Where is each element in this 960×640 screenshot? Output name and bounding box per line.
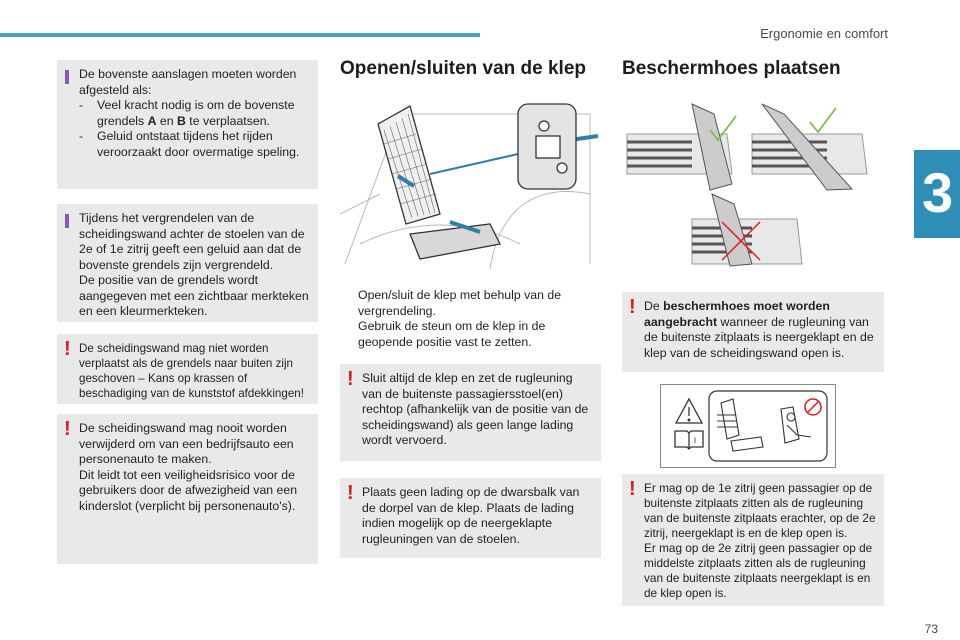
callout-line (430, 154, 518, 174)
info-box-stop-adjust (57, 60, 318, 189)
box-text: Sluit altijd de klep en zet de rugleuning van de buitenste passagiersstoel(en) rechtop (afhankelijk van de positie van de scheidingswand) als geen lange lading wordt vervoerd. (362, 371, 589, 447)
latch-a-label: A (147, 113, 157, 128)
instruction-list (340, 288, 602, 350)
chapter-number: 3 (922, 161, 954, 224)
box-text-rest: wanneer de rugleuning van de buitenste zitplaats is neergeklapt en de klep van de scheidingswand open is. (644, 314, 874, 360)
box-intro: De bovenste aanslagen moeten worden afgesteld als: (79, 67, 297, 97)
list-text: Veel kracht nodig is om de bovenste grendels (97, 98, 295, 128)
list-item (340, 288, 602, 319)
info-box-locking-sound (57, 204, 318, 322)
box-text: Dit leidt tot een veiligheidsrisico voor de gebruikers door de afwezigheid van een kinderslot (verplicht bij personenauto's). (79, 467, 298, 513)
chapter-tab (914, 150, 960, 238)
warning-icon: ! (347, 368, 354, 390)
warning-box-scratches (57, 334, 318, 404)
box-text: De scheidingswand mag niet worden verplaatst als de grendels naar buiten zijn geschoven – Kans op krassen of beschadiging van de kunststof afdekkingen! (79, 342, 304, 400)
warning-icon: ! (629, 478, 636, 500)
list-item (340, 319, 602, 350)
incorrect-cover-example (692, 194, 802, 266)
list-item (79, 98, 310, 129)
list-dash: - (79, 98, 84, 112)
heading-open-close-flap: Openen/sluiten van de klep (340, 58, 587, 79)
list-item (79, 129, 310, 160)
heading-protective-cover: Beschermhoes plaatsen (622, 58, 841, 79)
correct-cover-example-2 (752, 104, 867, 190)
pictogram-label (660, 384, 836, 468)
header-accent-bar (0, 33, 480, 37)
box-text: Er mag op de 2e zitrij geen passagier op de middelste zitplaats zitten als de rugleuning van de buitenste zitplaats neergeklapt is en de klep open is. (644, 541, 873, 600)
list-text-connector: en (156, 113, 177, 128)
latch-detail (518, 104, 576, 189)
info-marker-icon (65, 214, 69, 228)
box-text: De positie van de grendels wordt aangegeven met een zichtbaar merkteken en een kleurmerkteken. (79, 273, 309, 318)
box-text: Tijdens het vergrendelen van de scheidingswand achter de stoelen van de 2e of 1e zitrij geeft een geluid aan dat de bovenste grendels zijn vergrendeld. (79, 211, 305, 272)
box-text-prefix: De (644, 299, 664, 313)
list-dash: - (79, 129, 84, 143)
cover-illustration (622, 94, 884, 276)
warning-icon: ! (629, 296, 636, 318)
seat-cushion (410, 224, 500, 259)
warning-box-cover-required (622, 292, 884, 372)
section-title: Ergonomie en comfort (760, 26, 888, 41)
correct-cover-example-1 (627, 104, 736, 190)
check-mark-icon (810, 108, 836, 132)
svg-text:i: i (694, 435, 696, 445)
warning-icon: ! (347, 482, 354, 504)
box-text: Plaats geen lading op de dwarsbalk van de dorpel van de klep. Plaats de lading indien mogelijk op de neergeklapte rugleuningen van de stoelen. (362, 485, 580, 546)
box-text (644, 299, 876, 361)
list-text: Geluid ontstaat tijdens het rijden veroorzaakt door overmatige speling. (97, 129, 300, 159)
info-marker-icon (65, 70, 69, 84)
bullet-icon (340, 319, 358, 350)
box-text: De scheidingswand mag nooit worden verwijderd om van een bedrijfsauto een personenauto te maken. (79, 421, 294, 466)
manual-book-icon (675, 431, 703, 449)
list-text: Gebruik de steun om de klep in de geopende positie vast te zetten. (358, 319, 546, 349)
flap-illustration (340, 94, 602, 272)
warning-box-removal (57, 414, 318, 564)
box-text-bold: beschermhoes moet worden aangebracht (644, 299, 830, 329)
list-text: Open/sluit de klep met behulp van de vergrendeling. (358, 288, 562, 318)
list-text-tail: te verplaatsen. (185, 113, 270, 128)
warning-box-no-load (340, 478, 601, 558)
warning-icon: ! (64, 418, 71, 440)
warning-triangle-icon (676, 399, 702, 423)
latch-b-label: B (177, 113, 186, 128)
warning-icon: ! (64, 338, 71, 360)
page-number: 73 (924, 622, 938, 636)
warning-box-close-flap (340, 364, 601, 461)
box-text: Er mag op de 1e zitrij geen passagier op de buitenste zitplaats zitten als de rugleuning van de buitenste zitplaats erachter, op de 2e zitrij, neergeklapt is en de klep open is. (644, 481, 876, 540)
bullet-icon (340, 288, 358, 319)
warning-box-passengers (622, 474, 884, 606)
